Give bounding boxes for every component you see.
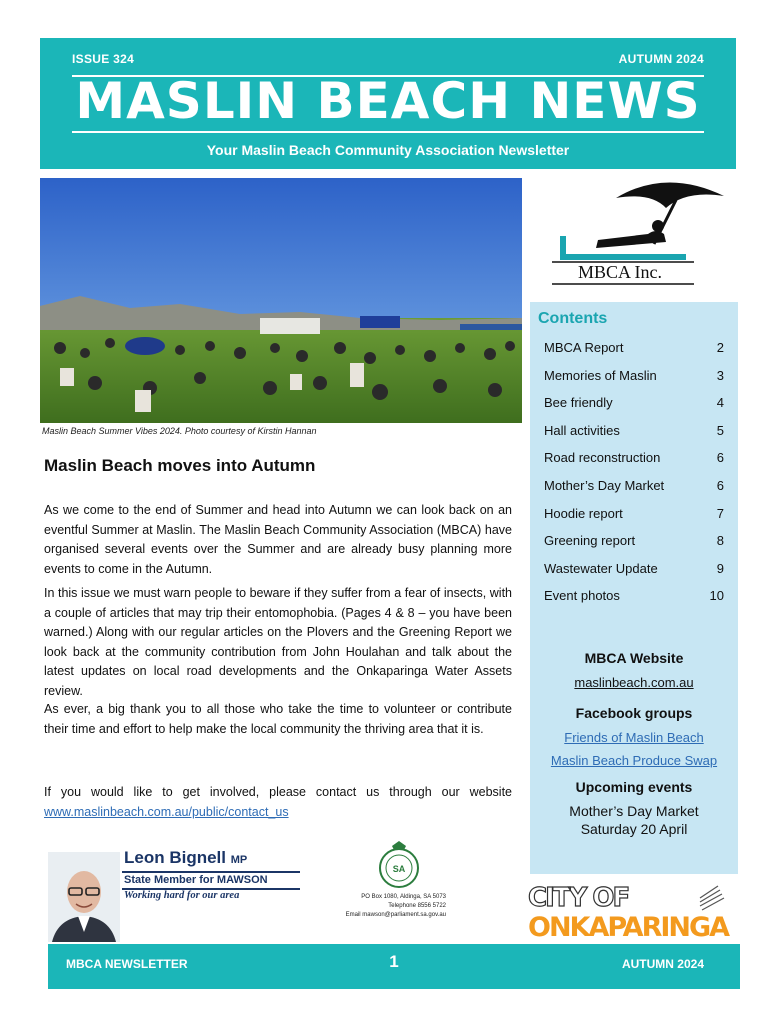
- contents-item-page: 9: [716, 560, 724, 576]
- newsletter-title: MASLIN BEACH NEWS: [75, 72, 701, 130]
- event-date: Saturday 20 April: [580, 821, 688, 837]
- contents-item-label: Memories of Maslin: [544, 367, 657, 383]
- sa-crest-icon: [376, 840, 422, 890]
- contents-item: [544, 506, 724, 526]
- article-paragraph: As ever, a big thank you to all those who take the time to volunteer or contribute their time and effort to help make the local community the thriving area that it is.: [44, 702, 512, 736]
- mp-photo: [48, 852, 120, 942]
- contents-item-label: Wastewater Update: [544, 560, 658, 576]
- contents-item: [544, 478, 724, 498]
- city-of-onkaparinga-logo: [528, 880, 736, 940]
- facebook-link-friends[interactable]: Friends of Maslin Beach: [564, 730, 704, 745]
- contents-item-page: 10: [709, 588, 724, 604]
- contents-item: [544, 588, 724, 608]
- mp-name: [124, 848, 247, 868]
- svg-text:CITY OF: CITY OF: [528, 883, 629, 913]
- contents-item-label: Greening report: [544, 533, 636, 549]
- contents-item: [544, 561, 724, 581]
- contents-item-page: 8: [716, 533, 724, 549]
- page-footer: [48, 944, 740, 989]
- newsletter-subtitle: Your Maslin Beach Community Association Newsletter: [206, 142, 570, 158]
- event-name: Mother’s Day Market: [569, 803, 699, 819]
- contents-item: [544, 395, 724, 415]
- mbca-logo: [546, 178, 732, 290]
- contents-item-label: Event photos: [544, 588, 620, 604]
- svg-text:ONKAPARINGA: ONKAPARINGA: [528, 912, 729, 940]
- contents-item-page: 6: [716, 478, 724, 493]
- contents-item-page: 3: [716, 367, 724, 383]
- contact-text: If you would like to get involved, please contact us through our website: [44, 785, 512, 799]
- article-paragraph: In this issue we must warn people to beware if they suffer from a fear of insects, with a couple of articles that may trip their entomophobia. (Pages 4 & 8 – you have been warned.) Along with our regular articles on the Plovers and the Greening Report we look back at the community contribution from John Houlahan and talk about the latest updates on local road developments and the Onkaparinga Water Assets review.: [44, 586, 512, 698]
- issue-season: AUTUMN 2024: [618, 52, 704, 66]
- contents-item-label: MBCA Report: [544, 340, 624, 355]
- cover-photo: [40, 178, 522, 423]
- contents-item-page: 2: [716, 340, 724, 355]
- contents-item: [544, 340, 724, 360]
- contents-item-page: 6: [716, 450, 724, 466]
- mp-name-text: Leon Bignell: [124, 848, 226, 867]
- contact-paragraph: [44, 783, 512, 822]
- mp-po-box: PO Box 1080, Aldinga, SA 5073: [361, 894, 446, 900]
- mbca-logo-text: MBCA Inc.: [577, 262, 663, 282]
- contents-item: [544, 533, 724, 553]
- contents-item-label: Hoodie report: [544, 505, 623, 521]
- mp-slogan: Working hard for our area: [124, 890, 240, 901]
- website-link[interactable]: maslinbeach.com.au: [574, 675, 694, 690]
- footer-newsletter-name: MBCA NEWSLETTER: [66, 957, 188, 971]
- contents-item-label: Road reconstruction: [544, 450, 661, 466]
- photo-caption: Maslin Beach Summer Vibes 2024. Photo courtesy of Kirstin Hannan: [42, 426, 317, 436]
- upcoming-events-heading: Upcoming events: [575, 779, 693, 795]
- contents-item-page: 4: [716, 395, 724, 411]
- mp-telephone: Telephone 8556 5722: [388, 903, 446, 909]
- crest-text: SA: [392, 864, 406, 874]
- facebook-heading: Facebook groups: [575, 705, 693, 721]
- contents-title: Contents: [538, 310, 608, 327]
- contents-item-page: 5: [716, 422, 724, 438]
- sponsor-divider: [122, 871, 300, 873]
- mp-email: Email mawson@parliament.sa.gov.au: [345, 912, 446, 918]
- page-number: 1: [389, 952, 399, 971]
- contents-item-label: Hall activities: [544, 422, 620, 438]
- contents-item: [544, 450, 724, 470]
- sponsor-ad: [48, 840, 458, 944]
- mp-name-suffix: MP: [230, 854, 248, 866]
- masthead: [40, 38, 736, 169]
- article-paragraph: As we come to the end of Summer and head into Autumn we can look back on an eventful Summer at Maslin. The Maslin Beach Community Association (MBCA) have organised several events over the Summer and are already busy planning more events to come in the Autumn.: [44, 503, 512, 576]
- issue-number: ISSUE 324: [72, 52, 135, 66]
- contents-item-label: Bee friendly: [544, 395, 613, 411]
- contents-item-label: Mother’s Day Market: [544, 478, 665, 493]
- website-heading: MBCA Website: [584, 650, 684, 666]
- contact-link[interactable]: www.maslinbeach.com.au/public/contact_us: [44, 804, 289, 819]
- article-heading: Maslin Beach moves into Autumn: [44, 456, 316, 475]
- contents-item-page: 7: [716, 505, 724, 521]
- contents-item: [544, 368, 724, 388]
- masthead-divider-bottom: [72, 131, 704, 133]
- facebook-link-produce-swap[interactable]: Maslin Beach Produce Swap: [550, 753, 718, 768]
- footer-season: AUTUMN 2024: [621, 957, 704, 971]
- contents-item: [544, 423, 724, 443]
- mp-role: State Member for MAWSON: [124, 874, 268, 886]
- contents-panel: [530, 302, 738, 874]
